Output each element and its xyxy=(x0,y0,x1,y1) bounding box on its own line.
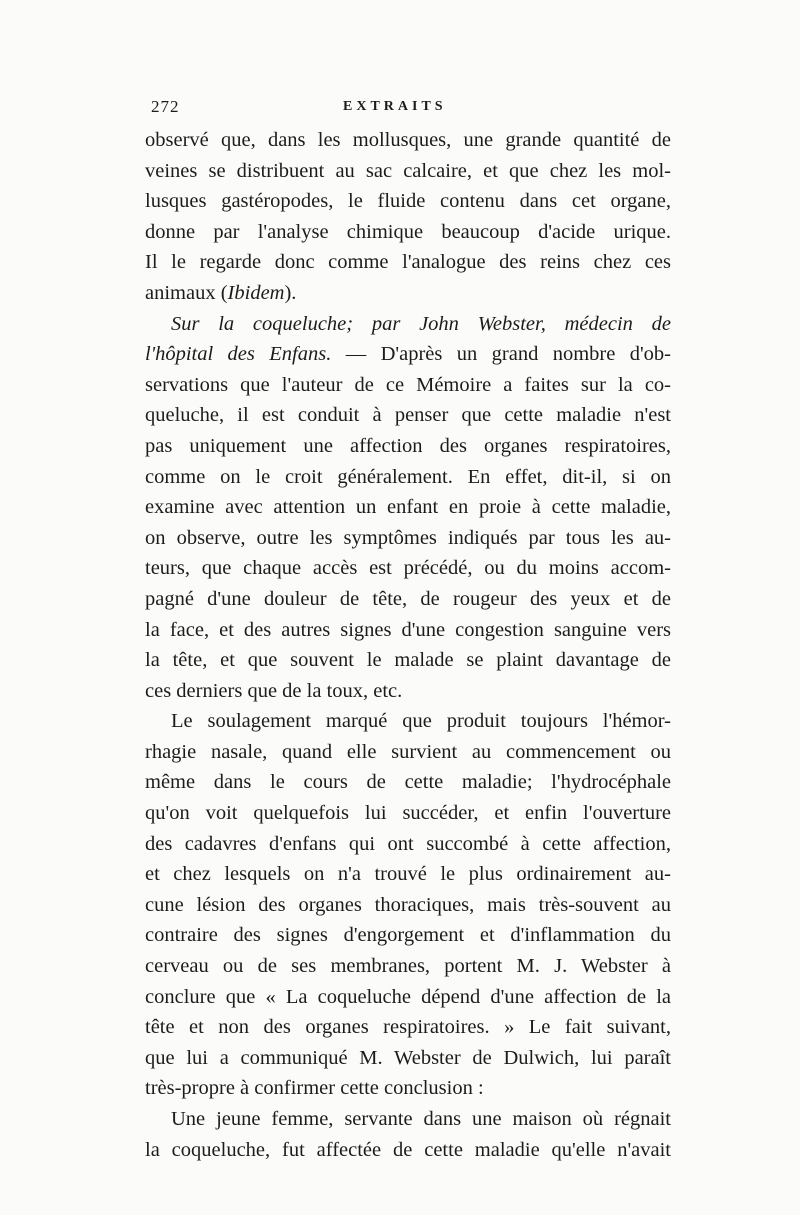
line-text: teurs, que chaque accès est précédé, ou du moins accom- xyxy=(145,557,671,580)
italic-text: Ibidem xyxy=(227,281,285,304)
page-number: 272 xyxy=(151,97,180,116)
text-line xyxy=(145,890,671,921)
text-line xyxy=(145,737,671,768)
line-text: servations que l'auteur de ce Mémoire a faites sur la co- xyxy=(145,373,671,396)
line-text: contraire des signes d'engorgement et d'inflammation du xyxy=(145,924,671,947)
line-text: très-propre à confirmer cette conclusion : xyxy=(145,1077,484,1100)
line-text: ces derniers que de la toux, etc. xyxy=(145,679,403,702)
line-text: animaux ( xyxy=(145,281,228,304)
text-line xyxy=(145,798,671,829)
text-line xyxy=(145,645,671,676)
text-line xyxy=(145,982,671,1013)
line-text: la face, et des autres signes d'une congestion sanguine vers xyxy=(145,618,671,641)
text-line xyxy=(145,370,671,401)
text-line xyxy=(145,553,671,584)
line-text: examine avec attention un enfant en proie à cette maladie, xyxy=(145,496,671,519)
italic-text: Sur la coqueluche; par John Webster, médecin de xyxy=(171,312,671,335)
text-line xyxy=(145,278,671,309)
line-text: Il le regarde donc comme l'analogue des reins chez ces xyxy=(145,251,671,274)
line-text: — D'après un grand nombre d'ob- xyxy=(331,343,671,366)
line-text: comme on le croit généralement. En effet, dit-il, si on xyxy=(145,465,671,488)
line-text: que lui a communiqué M. Webster de Dulwich, lui paraît xyxy=(145,1046,671,1069)
page-header xyxy=(145,95,671,125)
line-text: queluche, il est conduit à penser que cette maladie n'est xyxy=(145,404,671,427)
line-text: observé que, dans les mollusques, une grande quantité de xyxy=(145,129,671,151)
italic-text: l'hôpital des Enfans. xyxy=(145,343,332,366)
line-text: des cadavres d'enfans qui ont succombé à cette affection, xyxy=(145,832,671,855)
text-line xyxy=(145,1135,671,1166)
line-text: conclure que « La coqueluche dépend d'une affection de la xyxy=(145,985,671,1008)
line-text: même dans le cours de cette maladie; l'hydrocéphale xyxy=(145,771,671,794)
text-line xyxy=(145,1012,671,1043)
text-line xyxy=(145,186,671,217)
line-text: ). xyxy=(284,281,297,304)
text-line xyxy=(145,829,671,860)
text-line xyxy=(145,492,671,523)
text-line xyxy=(145,1043,671,1074)
text-line xyxy=(145,615,671,646)
line-text: la tête, et que souvent le malade se plaint davantage de xyxy=(145,649,671,672)
line-text: pagné d'une douleur de tête, de rougeur des yeux et de xyxy=(145,587,671,610)
text-line xyxy=(145,462,671,493)
text-line xyxy=(145,339,671,370)
text-line xyxy=(145,247,671,278)
text-line xyxy=(145,523,671,554)
text-line xyxy=(145,584,671,615)
line-text: lusques gastéropodes, le fluide contenu dans cet organe, xyxy=(145,190,671,213)
line-text: Le soulagement marqué que produit toujours l'hémor- xyxy=(171,710,671,733)
running-head: EXTRAITS xyxy=(343,99,447,114)
line-text: cerveau ou de ses membranes, portent M. J. Webster à xyxy=(145,955,671,978)
text-line xyxy=(145,1073,671,1104)
text-line xyxy=(145,309,671,340)
text-line xyxy=(145,156,671,187)
line-text: Une jeune femme, servante dans une maison où régnait xyxy=(171,1108,671,1130)
text-line xyxy=(145,951,671,982)
text-line xyxy=(145,125,671,156)
body-text xyxy=(145,125,671,1165)
line-text: rhagie nasale, quand elle survient au commencement ou xyxy=(145,740,671,763)
text-line xyxy=(145,676,671,707)
text-line xyxy=(145,217,671,248)
text-line xyxy=(145,859,671,890)
line-text: cune lésion des organes thoraciques, mais très-souvent au xyxy=(145,893,671,916)
text-line xyxy=(145,706,671,737)
line-text: veines se distribuent au sac calcaire, et que chez les mol- xyxy=(145,159,671,182)
line-text: et chez lesquels on n'a trouvé le plus ordinairement au- xyxy=(145,863,671,886)
line-text: tête et non des organes respiratoires. » Le fait suivant, xyxy=(145,1016,671,1039)
text-line xyxy=(145,767,671,798)
line-text: on observe, outre les symptômes indiqués par tous les au- xyxy=(145,526,671,549)
line-text: la coqueluche, fut affectée de cette maladie qu'elle n'avait xyxy=(145,1138,671,1161)
line-text: donne par l'analyse chimique beaucoup d'acide urique. xyxy=(145,220,671,243)
line-text: qu'on voit quelquefois lui succéder, et enfin l'ouverture xyxy=(145,802,671,825)
text-line xyxy=(145,431,671,462)
text-line xyxy=(145,400,671,431)
book-page xyxy=(145,95,671,1165)
text-line xyxy=(145,1104,671,1135)
line-text: pas uniquement une affection des organes respiratoires, xyxy=(145,434,671,457)
text-line xyxy=(145,920,671,951)
